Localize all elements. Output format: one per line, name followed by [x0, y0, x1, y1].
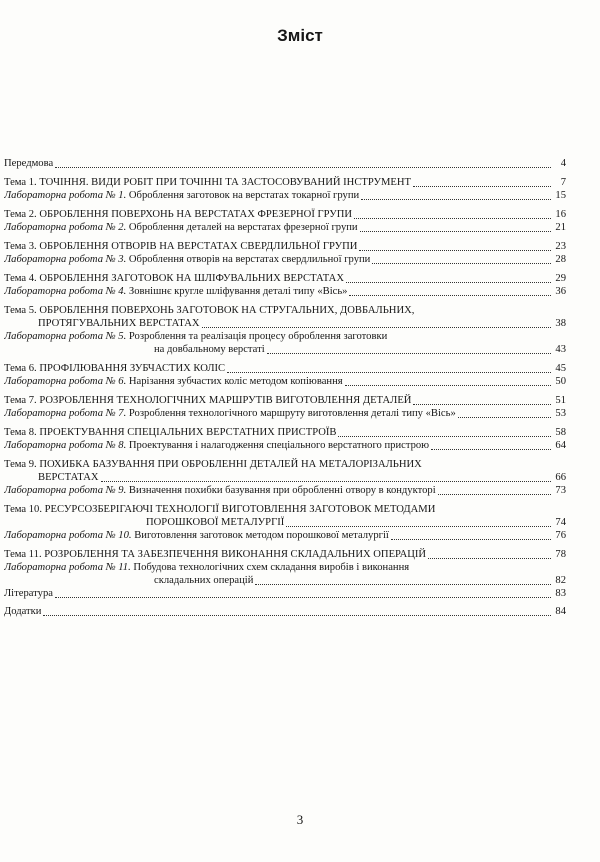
toc-page-number: 21	[555, 222, 566, 233]
lab-prefix: Лабораторна робота № 11.	[4, 562, 131, 573]
toc-page-number: 43	[555, 344, 566, 355]
dot-leader	[359, 249, 551, 251]
lab-title: Оброблення деталей на верстатах фрезерної групи	[128, 222, 358, 233]
toc-entry-lab[interactable]	[4, 407, 566, 420]
toc-entry-label: ПОРОШКОВОЇ МЕТАЛУРГІЇ	[146, 517, 285, 528]
toc-entry-label: Тема 7. РОЗРОБЛЕННЯ ТЕХНОЛОГІЧНИХ МАРШРУТІВ ВИГОТОВЛЕННЯ ДЕТАЛЕЙ	[4, 395, 412, 406]
toc-entry-lab[interactable]	[4, 375, 566, 388]
dot-leader	[267, 352, 551, 354]
toc-page-number: 83	[555, 588, 566, 599]
dot-leader	[345, 384, 551, 386]
page-number: 3	[296, 812, 304, 827]
toc-entry-topic[interactable]	[4, 304, 566, 317]
dot-leader	[391, 538, 551, 540]
toc-entry-literature[interactable]	[4, 587, 566, 600]
dot-leader	[413, 403, 551, 405]
lab-title: Оброблення заготовок на верстатах токарної групи	[128, 190, 360, 201]
lab-title: Оброблення отворів на верстатах свердлильної групи	[128, 254, 371, 265]
toc-page-number: 16	[555, 209, 566, 220]
toc-entry-topic[interactable]	[4, 548, 566, 561]
toc-entry-topic[interactable]	[4, 208, 566, 221]
toc-page-number: 50	[555, 376, 566, 387]
toc-entry-appendix[interactable]	[4, 605, 566, 618]
toc-page-number: 78	[555, 549, 566, 560]
dot-leader	[354, 217, 551, 219]
lab-title: Визначення похибки базування при обробленні отвору в кондукторі	[128, 485, 436, 496]
toc-entry-topic[interactable]	[4, 458, 566, 471]
dot-leader	[202, 326, 551, 328]
lab-title: Виготовлення заготовок методом порошкової металургії	[134, 530, 389, 541]
toc-entry-lab[interactable]	[4, 253, 566, 266]
dot-leader	[413, 185, 551, 187]
toc-entry-lab[interactable]	[4, 484, 566, 497]
toc-entry-lab[interactable]	[4, 439, 566, 452]
toc-entry-label: Тема 5. ОБРОБЛЕННЯ ПОВЕРХОНЬ ЗАГОТОВОК НА СТРУГАЛЬНИХ, ДОВБАЛЬНИХ,	[4, 305, 415, 316]
toc-entry-topic[interactable]	[4, 176, 566, 189]
lab-title: Розроблення технологічного маршруту виготовлення деталі типу «Вісь»	[128, 408, 456, 419]
toc-entry-lab[interactable]	[4, 221, 566, 234]
toc-page-number: 23	[555, 241, 566, 252]
dot-leader	[438, 493, 551, 495]
toc-page-number: 53	[555, 408, 566, 419]
toc-entry-preface[interactable]	[4, 157, 566, 170]
toc-entry-lab[interactable]	[4, 330, 566, 343]
lab-title: на довбальному верстаті	[154, 344, 265, 355]
toc-page-number: 7	[560, 177, 566, 188]
lab-title: Побудова технологічних схем складання виробів і виконання	[133, 562, 410, 573]
dot-leader	[255, 583, 551, 585]
lab-prefix: Лабораторна робота № 9.	[4, 485, 127, 496]
toc-page-number: 66	[555, 472, 566, 483]
toc-entry-label: Тема 11. РОЗРОБЛЕННЯ ТА ЗАБЕЗПЕЧЕННЯ ВИКОНАННЯ СКЛАДАЛЬНИХ ОПЕРАЦІЙ	[4, 549, 427, 560]
toc-entry-label: Передмова	[4, 158, 54, 169]
toc-entry-label: Тема 2. ОБРОБЛЕННЯ ПОВЕРХОНЬ НА ВЕРСТАТАХ ФРЕЗЕРНОЇ ГРУПИ	[4, 209, 353, 220]
toc-entry-topic[interactable]	[4, 240, 566, 253]
lab-prefix: Лабораторна робота № 4.	[4, 286, 127, 297]
dot-leader	[349, 294, 551, 296]
toc-entry-topic[interactable]	[4, 503, 566, 516]
toc-page-number: 82	[555, 575, 566, 586]
table-of-contents	[4, 157, 566, 618]
lab-title: Проектування і налагодження спеціального верстатного пристрою	[128, 440, 430, 451]
toc-entry-lab-continued[interactable]	[4, 343, 566, 356]
dot-leader	[360, 230, 551, 232]
dot-leader	[338, 435, 551, 437]
dot-leader	[227, 371, 551, 373]
lab-prefix: Лабораторна робота № 2.	[4, 222, 127, 233]
toc-entry-topic[interactable]	[4, 394, 566, 407]
dot-leader	[55, 596, 551, 598]
page-title: Зміст	[277, 26, 323, 45]
toc-entry-lab-continued[interactable]	[4, 574, 566, 587]
toc-entry-label: ВЕРСТАТАХ	[38, 472, 99, 483]
toc-page-number: 28	[555, 254, 566, 265]
toc-entry-label: Тема 6. ПРОФІЛЮВАННЯ ЗУБЧАСТИХ КОЛІС	[4, 363, 226, 374]
toc-entry-lab[interactable]	[4, 529, 566, 542]
lab-title: складальних операцій	[154, 575, 254, 586]
dot-leader	[431, 448, 551, 450]
toc-entry-topic[interactable]	[4, 272, 566, 285]
toc-page-number: 76	[555, 530, 566, 541]
toc-entry-topic[interactable]	[4, 362, 566, 375]
toc-entry-label: Тема 1. ТОЧІННЯ. ВИДИ РОБІТ ПРИ ТОЧІННІ ТА ЗАСТОСОВУВАНИЙ ІНСТРУМЕНТ	[4, 177, 412, 188]
toc-page-number: 38	[555, 318, 566, 329]
toc-entry-label: Тема 8. ПРОЕКТУВАННЯ СПЕЦІАЛЬНИХ ВЕРСТАТНИХ ПРИСТРОЇВ	[4, 427, 337, 438]
toc-entry-topic-continued[interactable]	[4, 516, 566, 529]
lab-prefix: Лабораторна робота № 3.	[4, 254, 127, 265]
dot-leader	[43, 614, 551, 616]
lab-title: Розроблення та реалізація процесу оброблення заготовки	[128, 331, 388, 342]
toc-entry-label: Тема 3. ОБРОБЛЕННЯ ОТВОРІВ НА ВЕРСТАТАХ СВЕРДЛИЛЬНОЇ ГРУПИ	[4, 241, 358, 252]
toc-page-number: 29	[555, 273, 566, 284]
lab-prefix: Лабораторна робота № 7.	[4, 408, 127, 419]
dot-leader	[458, 416, 551, 418]
dot-leader	[286, 525, 551, 527]
toc-entry-label: ПРОТЯГУВАЛЬНИХ ВЕРСТАТАХ	[38, 318, 200, 329]
dot-leader	[372, 262, 551, 264]
dot-leader	[361, 198, 551, 200]
toc-entry-label: Додатки	[4, 606, 42, 617]
toc-entry-label: Тема 4. ОБРОБЛЕННЯ ЗАГОТОВОК НА ШЛІФУВАЛЬНИХ ВЕРСТАТАХ	[4, 273, 344, 284]
toc-entry-label: Тема 9. ПОХИБКА БАЗУВАННЯ ПРИ ОБРОБЛЕННІ ДЕТАЛЕЙ НА МЕТАЛОРІЗАЛЬНИХ	[4, 459, 422, 470]
toc-page-number: 58	[555, 427, 566, 438]
toc-page-number: 36	[555, 286, 566, 297]
lab-prefix: Лабораторна робота № 1.	[4, 190, 127, 201]
toc-entry-lab[interactable]	[4, 561, 566, 574]
lab-title: Нарізання зубчастих коліс методом копіювання	[128, 376, 343, 387]
lab-prefix: Лабораторна робота № 10.	[4, 530, 132, 541]
toc-page-number: 51	[555, 395, 566, 406]
dot-leader	[346, 281, 551, 283]
toc-page-number: 64	[555, 440, 566, 451]
toc-page-number: 73	[555, 485, 566, 496]
toc-entry-label: Література	[4, 588, 53, 599]
dot-leader	[428, 557, 551, 559]
toc-page-number: 74	[555, 517, 566, 528]
toc-page-number: 4	[560, 158, 566, 169]
lab-prefix: Лабораторна робота № 8.	[4, 440, 127, 451]
lab-title: Зовнішнє кругле шліфування деталі типу «Вісь»	[128, 286, 348, 297]
lab-prefix: Лабораторна робота № 6.	[4, 376, 127, 387]
toc-entry-lab[interactable]	[4, 285, 566, 298]
dot-leader	[101, 480, 551, 482]
toc-page-number: 15	[555, 190, 566, 201]
toc-entry-topic-continued[interactable]	[4, 317, 566, 330]
toc-entry-lab[interactable]	[4, 189, 566, 202]
toc-entry-label: Тема 10. РЕСУРСОЗБЕРІГАЮЧІ ТЕХНОЛОГІЇ ВИГОТОВЛЕННЯ ЗАГОТОВОК МЕТОДАМИ	[4, 504, 436, 515]
lab-prefix: Лабораторна робота № 5.	[4, 331, 127, 342]
toc-page-number: 45	[555, 363, 566, 374]
toc-entry-topic[interactable]	[4, 426, 566, 439]
toc-entry-topic-continued[interactable]	[4, 471, 566, 484]
dot-leader	[55, 166, 551, 168]
toc-page-number: 84	[555, 606, 566, 617]
